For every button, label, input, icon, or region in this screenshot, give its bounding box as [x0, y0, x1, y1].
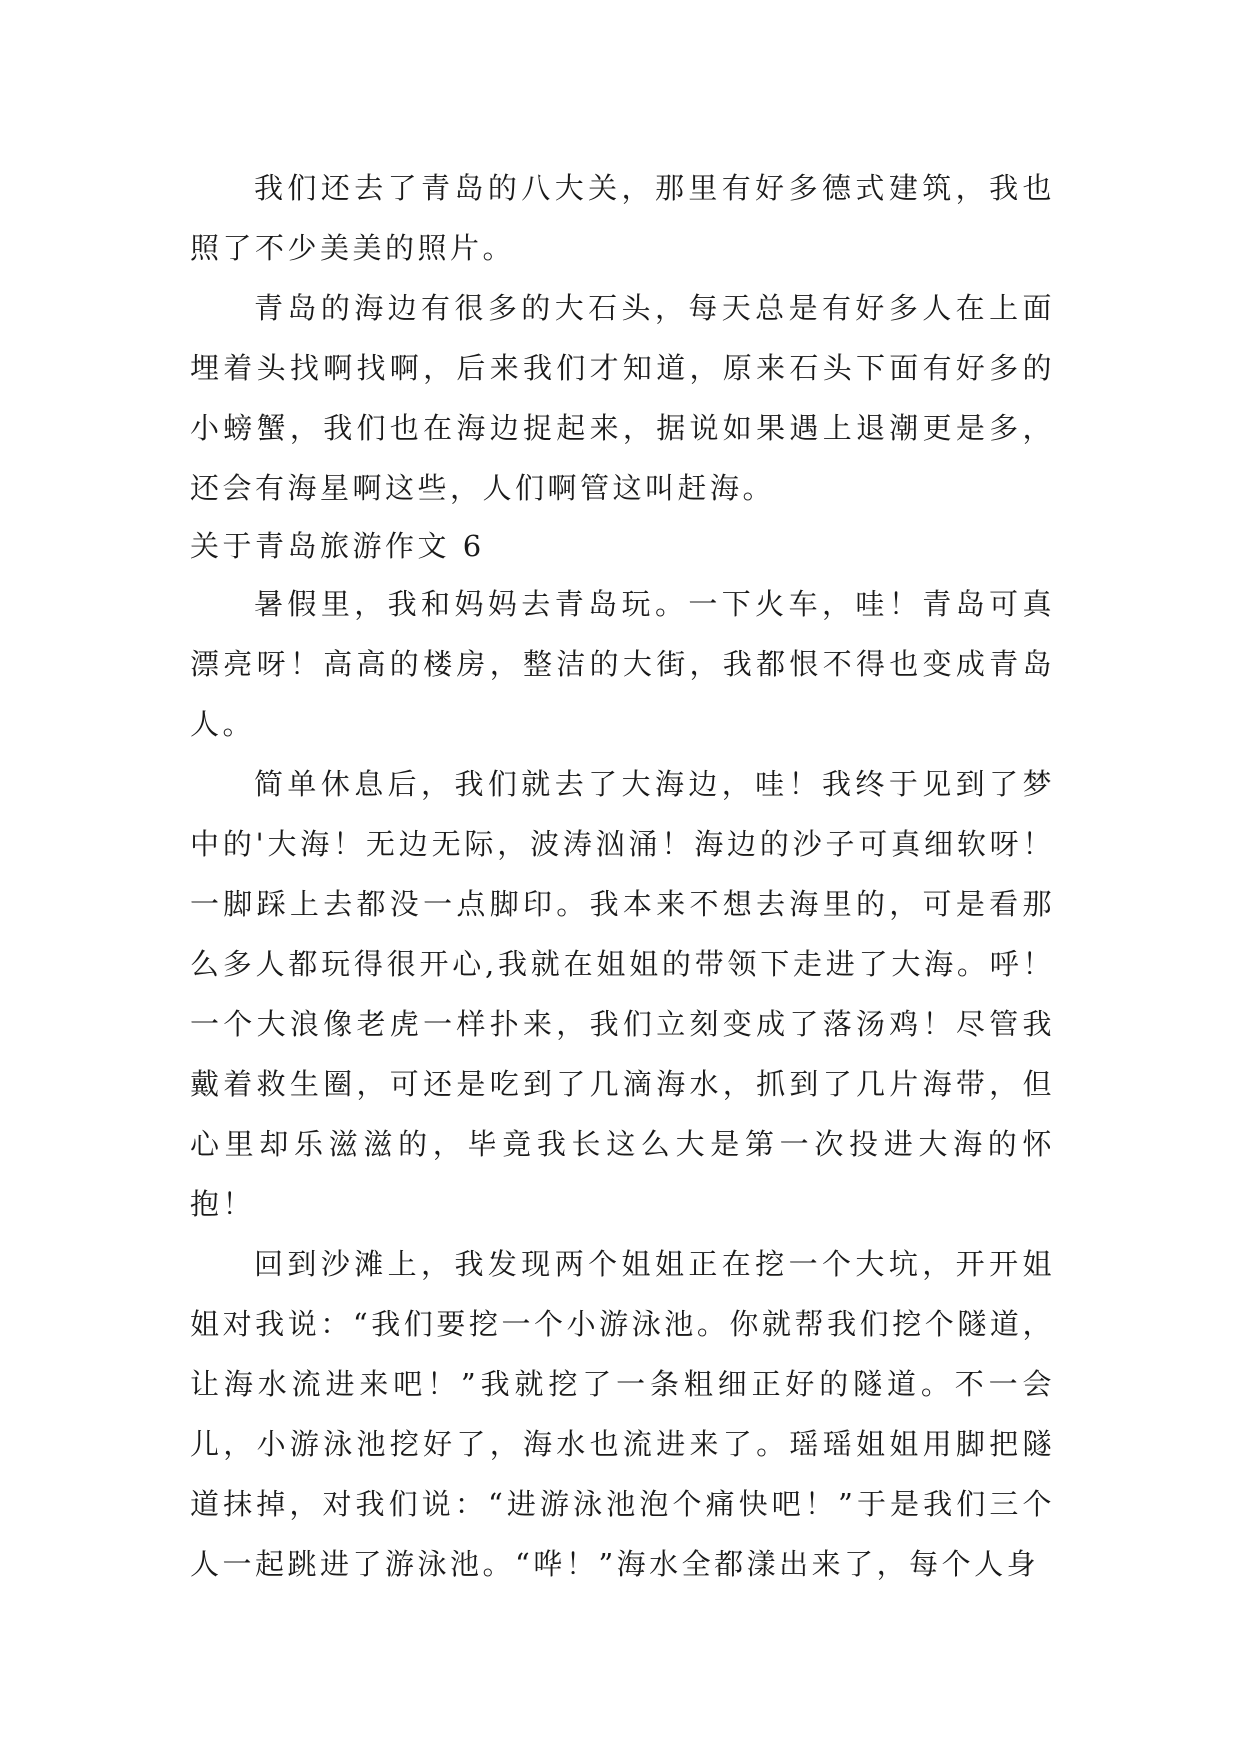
paragraph-seaside: 简单休息后，我们就去了大海边，哇！我终于见到了梦中的'大海！无边无际，波涛汹涌！海边的沙子可真细软呀！一脚踩上去都没一点脚印。我本来不想去海里的，可是看那么多人都玩得很开心,我就在姐姐的带领下走进了大海。呼！一个大浪像老虎一样扑来，我们立刻变成了落汤鸡！尽管我戴着救生圈，可还是吃到了几滴海水，抓到了几片海带，但心里却乐滋滋的，毕竟我长这么大是第一次投进大海的怀抱！ — [190, 767, 1055, 1221]
section-title: 关于青岛旅游作文 6 — [190, 529, 485, 563]
paragraph-catching-crabs: 青岛的海边有很多的大石头，每天总是有好多人在上面埋着头找啊找啊，后来我们才知道，原来石头下面有好多的小螃蟹，我们也在海边捉起来，据说如果遇上退潮更是多，还会有海星啊这些，人们啊管这叫赶海。 — [190, 291, 1055, 505]
paragraph-badaguan: 我们还去了青岛的八大关，那里有好多德式建筑，我也照了不少美美的照片。 — [190, 171, 1055, 265]
paragraph-sand-pool: 回到沙滩上，我发现两个姐姐正在挖一个大坑，开开姐姐对我说：“我们要挖一个小游泳池。你就帮我们挖个隧道，让海水流进来吧！”我就挖了一条粗细正好的隧道。不一会儿，小游泳池挖好了，海水也流进来了。瑶瑶姐姐用脚把隧道抹掉，对我们说：“进游泳池泡个痛快吧！”于是我们三个人一起跳进了游泳池。“哗！”海水全都漾出来了，每个人身 — [190, 1247, 1055, 1581]
paragraph-arrival: 暑假里，我和妈妈去青岛玩。一下火车，哇！青岛可真漂亮呀！高高的楼房，整洁的大街，我都恨不得也变成青岛人。 — [190, 587, 1055, 741]
document-body — [190, 158, 1055, 1594]
